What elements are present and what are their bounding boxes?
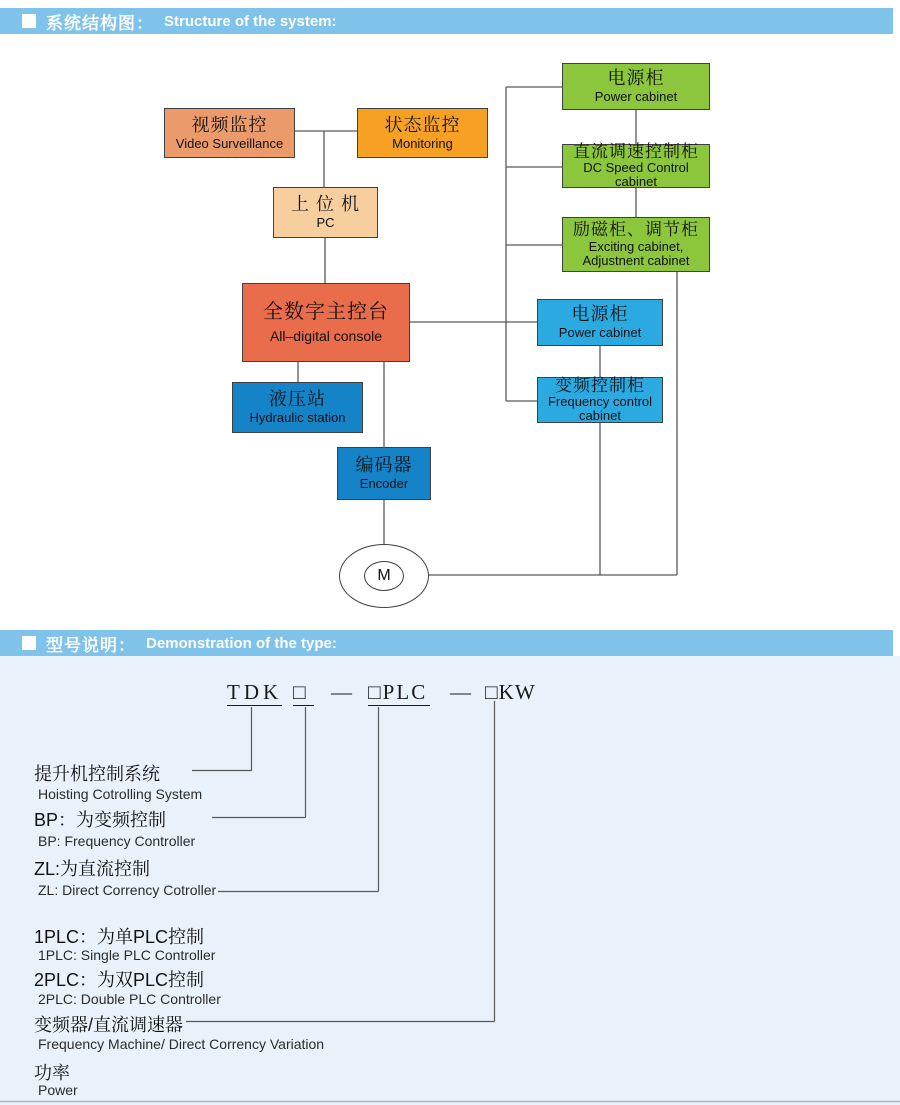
legend-hoisting-system-en: Hoisting Cotrolling System <box>38 786 203 802</box>
legend-bp-zh: BP：为变频控制 <box>34 810 167 830</box>
legend-power-en: Power <box>38 1082 78 1098</box>
node-label-zh: 上 位 机 <box>290 194 360 215</box>
node-dc-speed-control-cabinet <box>562 144 710 188</box>
node-exciting-adjusting-cabinet <box>562 217 710 272</box>
node-label-en: Exciting cabinet, Adjustnent cabinet <box>582 239 690 268</box>
node-video-surveillance <box>164 108 295 158</box>
node-label-zh: 状态监控 <box>384 114 461 135</box>
type-code-plc: □PLC <box>368 680 428 704</box>
legend-zl-en: ZL: Direct Corrency Cotroller <box>38 882 217 898</box>
node-encoder <box>337 447 431 500</box>
legend-2plc-zh: 2PLC：为双PLC控制 <box>34 970 205 990</box>
node-label-zh: 变频控制柜 <box>555 376 645 396</box>
legend-hoisting-system-zh: 提升机控制系统 <box>34 764 160 784</box>
node-frequency-control-cabinet <box>537 377 663 423</box>
node-hydraulic-station <box>232 382 363 433</box>
node-label-zh: 直流调速控制柜 <box>573 142 699 162</box>
code-leader-lines <box>186 701 495 1022</box>
node-label-en: PC <box>316 215 335 231</box>
node-label-zh: 电源柜 <box>607 68 665 89</box>
legend-2plc-en: 2PLC: Double PLC Controller <box>38 991 221 1007</box>
node-label-en: Video Surveillance <box>175 135 284 151</box>
node-label-en: All–digital console <box>269 327 383 344</box>
section1-title-en: Structure of the system: <box>164 12 337 30</box>
node-label-zh: 液压站 <box>269 389 326 410</box>
node-label-zh: 编码器 <box>355 455 413 476</box>
node-label-zh: 全数字主控台 <box>263 300 389 323</box>
legend-bp-en: BP: Frequency Controller <box>38 833 196 849</box>
legend-1plc-en: 1PLC: Single PLC Controller <box>38 947 216 963</box>
node-label-en: Monitoring <box>392 135 453 151</box>
node-label-en: Hydraulic station <box>249 410 346 426</box>
node-label-en: Power cabinet <box>594 89 678 105</box>
node-label-en: Frequency control cabinet <box>547 394 653 423</box>
legend-1plc-zh: 1PLC：为单PLC控制 <box>34 927 205 947</box>
type-code-dash: — <box>331 680 352 704</box>
node-power-cabinet-green <box>562 63 710 110</box>
section2-title-zh: 型号说明： <box>46 635 136 655</box>
legend-zl-zh: ZL:为直流控制 <box>34 859 151 879</box>
type-code-dash: — <box>450 680 471 704</box>
node-label-en: Encoder <box>359 476 409 492</box>
legend-power-zh: 功率 <box>34 1063 70 1083</box>
node-power-cabinet-blue <box>537 299 663 346</box>
section2-title-en: Demonstration of the type: <box>146 634 337 652</box>
legend-variator-en: Frequency Machine/ Direct Corrency Variation <box>38 1036 325 1052</box>
node-pc <box>273 187 378 238</box>
node-label-en: DC Speed Control cabinet <box>583 160 689 189</box>
type-code-tdk: TDK <box>227 680 283 704</box>
type-code-kw: □KW <box>485 680 536 704</box>
motor-label: M <box>364 561 404 591</box>
node-label-en: Power cabinet <box>558 325 642 341</box>
node-label-zh: 视频监控 <box>191 114 268 135</box>
node-monitoring <box>357 108 488 158</box>
section1-title-zh: 系统结构图： <box>46 13 154 33</box>
node-label-zh: 电源柜 <box>571 304 629 325</box>
node-all-digital-console <box>242 283 410 362</box>
node-label-zh: 励磁柜、调节柜 <box>573 220 699 240</box>
type-code-placeholder-box: □ <box>293 680 306 704</box>
legend-variator-zh: 变频器/直流调速器 <box>34 1015 184 1035</box>
